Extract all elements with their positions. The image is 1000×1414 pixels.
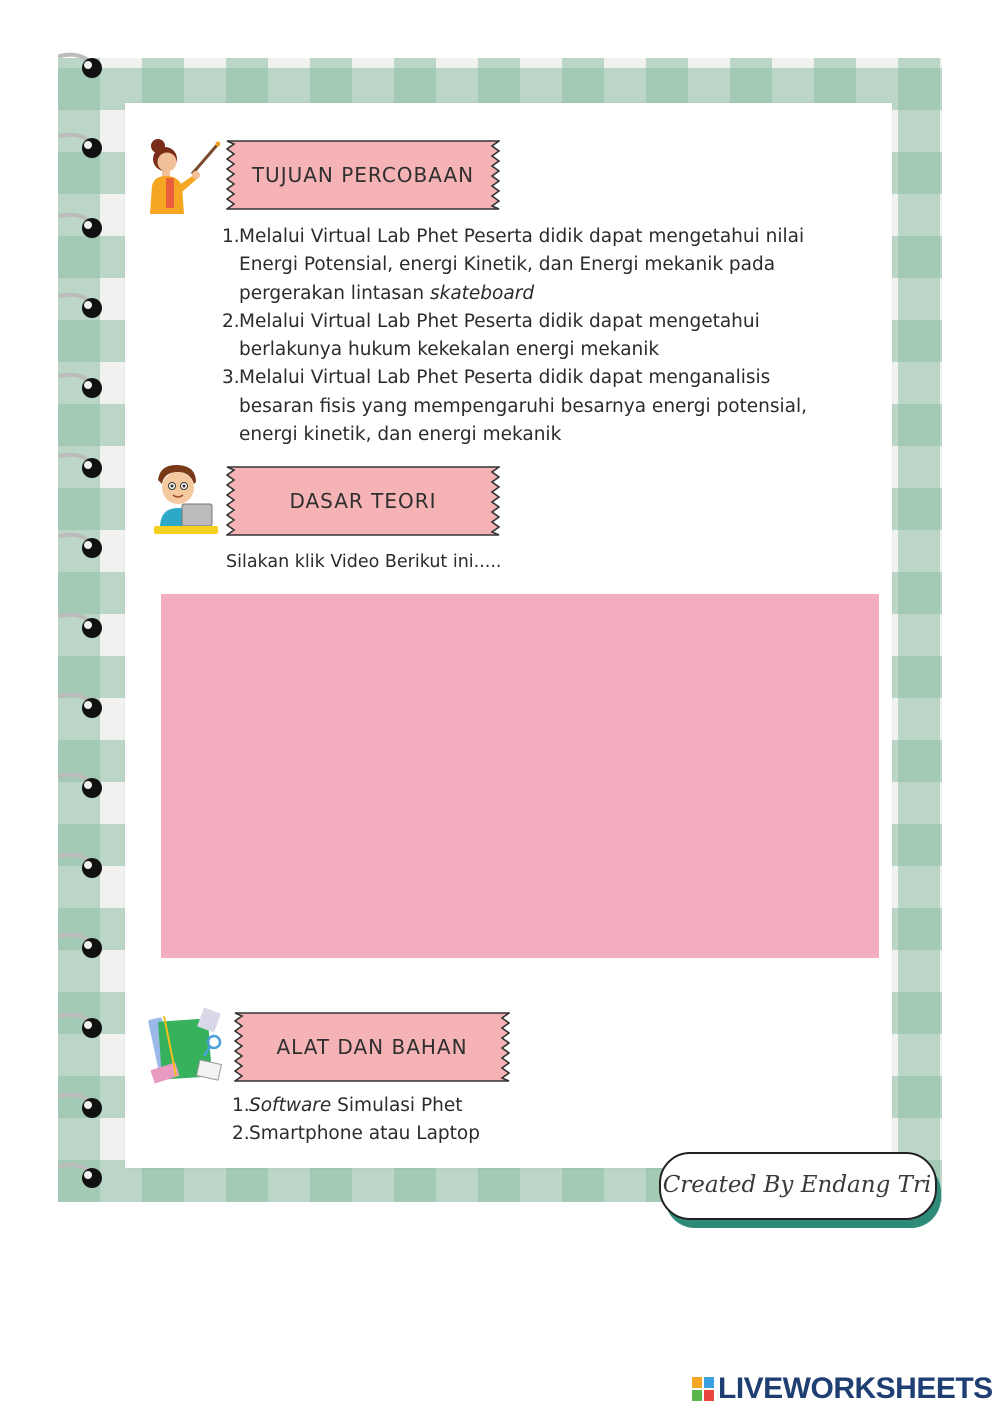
notebook-ring-icon bbox=[58, 930, 108, 964]
notebook-ring-icon bbox=[58, 1090, 108, 1124]
notebook-ring-icon bbox=[58, 850, 108, 884]
notebook-ring-icon bbox=[58, 290, 108, 324]
section-banner-tujuan bbox=[226, 140, 500, 210]
liveworksheets-brand[interactable] bbox=[692, 1372, 993, 1406]
notebook-ring-icon bbox=[58, 610, 108, 644]
section-banner-alat bbox=[234, 1012, 510, 1082]
notebook-ring-icon bbox=[58, 530, 108, 564]
list-item: 2. Melalui Virtual Lab Phet Peserta didik dapat mengetahui berlakunya hukum kekekalan energi mekanik bbox=[222, 310, 760, 361]
tujuan-list bbox=[222, 223, 842, 449]
notebook-ring-icon bbox=[58, 130, 108, 164]
notebook-ring-icon bbox=[58, 1010, 108, 1044]
notebook-ring-icon bbox=[58, 210, 108, 244]
video-embed-area[interactable] bbox=[161, 594, 879, 958]
list-item: 1. Software Simulasi Phet bbox=[232, 1095, 463, 1116]
school-supplies-illustration bbox=[146, 1006, 226, 1086]
section-title-tujuan: TUJUAN PERCOBAAN bbox=[251, 163, 475, 187]
notebook-ring-icon bbox=[58, 50, 108, 84]
notebook-ring-icon bbox=[58, 690, 108, 724]
section-title-dasar: DASAR TEORI bbox=[289, 489, 437, 513]
list-item: 1. Melalui Virtual Lab Phet Peserta didik dapat mengetahui nilai Energi Potensial, energi Kinetik, dan Energi mekanik pada pergerakan lintasan skateboard bbox=[222, 226, 805, 304]
notebook-ring-icon bbox=[58, 370, 108, 404]
section-title-alat: ALAT DAN BAHAN bbox=[276, 1035, 468, 1059]
notebook-ring-icon bbox=[58, 450, 108, 484]
notebook-ring-icon bbox=[58, 770, 108, 804]
list-item: 2. Smartphone atau Laptop bbox=[232, 1123, 480, 1145]
student-laptop-illustration bbox=[152, 462, 220, 538]
list-item: 3. Melalui Virtual Lab Phet Peserta didik dapat menganalisis besaran fisis yang mempengaruhi besarnya energi potensial, energi kinetik, dan energi mekanik bbox=[222, 367, 808, 446]
brand-name: LIVEWORKSHEETS bbox=[718, 1372, 993, 1405]
section-banner-dasar bbox=[226, 466, 500, 536]
liveworksheets-logo-icon bbox=[692, 1377, 714, 1401]
alat-list bbox=[232, 1092, 632, 1149]
signature-text: Created By Endang Tri bbox=[662, 1172, 932, 1198]
video-instruction: Silakan klik Video Berikut ini..... bbox=[226, 552, 502, 572]
teacher-illustration bbox=[140, 134, 220, 216]
signature-badge bbox=[659, 1152, 943, 1230]
notebook-ring-icon bbox=[58, 1160, 108, 1194]
